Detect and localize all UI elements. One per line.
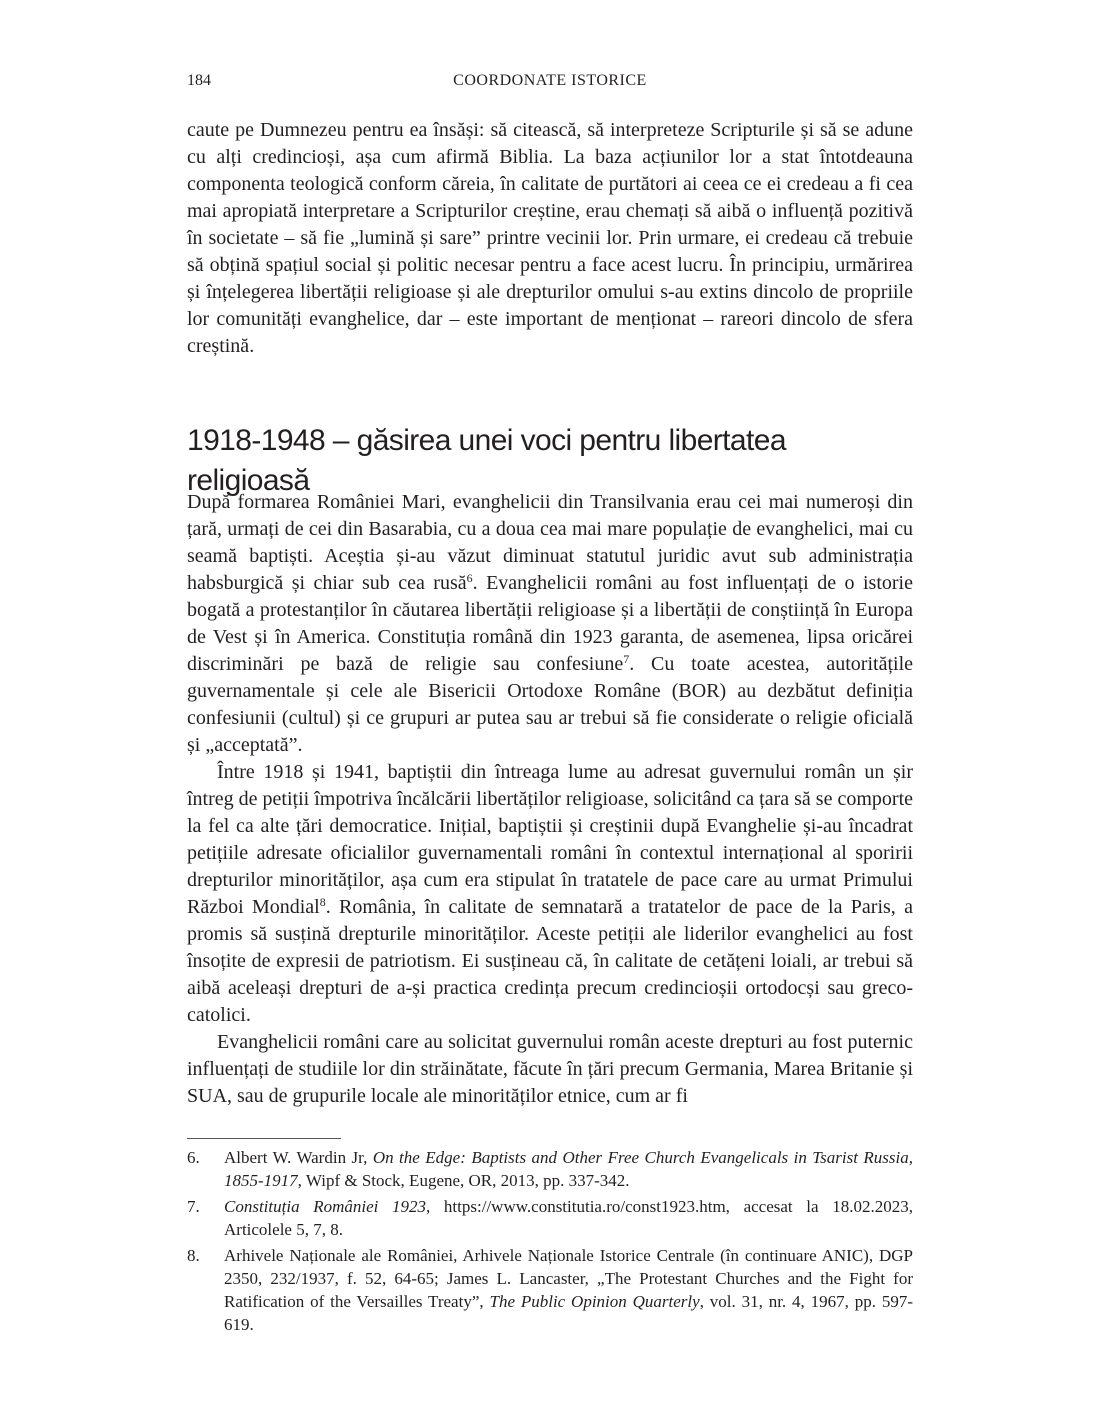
footnote-number: 8. xyxy=(187,1246,200,1265)
footnote-text xyxy=(224,1195,913,1241)
footnote-ref-7[interactable]: 7 xyxy=(623,652,630,666)
footnote-8 xyxy=(187,1244,913,1336)
footnote-7 xyxy=(187,1195,913,1241)
footnote-number: 7. xyxy=(187,1197,200,1216)
continuation-paragraph: caute pe Dumnezeu pentru ea însăși: să citească, să interpreteze Scripturile și să se adune cu alți credincioși, așa cum afirmă Biblia. La baza acțiunilor lor a stat întotdeauna componenta teologică conform căreia, în calitate de purtători ai ceea ce ei credeau a fi cea mai apropiată interpretare a Scripturilor creștine, erau chemați să aibă o influență pozitivă în societate – să fie „lumină și sare” printre vecinii lor. Prin urmare, ei credeau că trebuie să obțină spațiul social și politic necesar pentru a face acest lucru. În principiu, urmărirea și înțelegerea libertății religioase și ale drepturilor omului s-au extins dincolo de propriile lor comunități evanghelice, dar – este important de menționat – rareori dincolo de sfera creștină. xyxy=(187,119,913,357)
footnote-6 xyxy=(187,1146,913,1192)
footnote-publication: , Wipf & Stock, Eugene, OR, 2013, pp. 337-342. xyxy=(297,1171,630,1190)
paragraph-text: . România, în calitate de semnatară a tratatelor de pace de la Paris, a promis să susțină drepturile minorităților. Aceste petiții ale liderilor evanghelici au fost însoțite de expresii de patriotism. Ei susțineau că, în calitate de cetățeni loiali, ar trebui să aibă aceleași drepturi de a-și practica credința precum credincioșii ortodocși sau greco-catolici. xyxy=(187,896,913,1026)
footnote-publication: , https://www.constitutia.ro/const1923.htm, accesat la 18.02.2023, Articolele 5, 7, 8. xyxy=(224,1197,913,1239)
footnote-author: Arhivele Naționale ale României, Arhivele Naționale Istorice Centrale (în continuare ANIC), DGP 2350, 232/1937, f. 52, 64-65; James L. Lancaster, „The Protestant Churches and the Fight for Ratification of the Versailles Treaty”, xyxy=(224,1246,913,1311)
page-number: 184 xyxy=(187,72,211,89)
body-paragraph-2 xyxy=(187,759,913,1029)
footnote-publication: , vol. 31, nr. 4, 1967, pp. 597-619. xyxy=(224,1292,914,1334)
footnote-number: 6. xyxy=(187,1148,200,1167)
footnote-title: On the Edge: Baptists and Other Free Church Evangelicals in Tsarist Russia, 1855-1917 xyxy=(224,1148,914,1190)
running-header xyxy=(187,72,913,96)
footnote-ref-8[interactable]: 8 xyxy=(319,895,326,909)
footnote-title: The Public Opinion Quarterly xyxy=(489,1292,700,1311)
paragraph-text: Între 1918 și 1941, baptiștii din întreaga lume au adresat guvernului român un șir întreg de petiții împotriva încălcării libertăților religioase, solicitând ca țara să se comporte la fel ca alte țări democratice. Inițial, baptiștii și creștinii după Evanghelie și-au încadrat petițiile adresate oficialilor guvernamentali români în contextul internațional al sporirii drepturilor minorităților, așa cum era stipulat în tratatele de pace care au urmat Primului Război Mondial xyxy=(187,761,913,918)
paragraph-text: . Evanghelicii români au fost influențați de o istorie bogată a protestanților în căutarea libertății religioase și a libertății de conștiință în Europa de Vest și în America. Constituția română din 1923 garanta, de asemenea, lipsa oricărei discriminări pe bază de religie sau confesiune xyxy=(187,572,913,675)
section-heading: 1918-1948 – găsirea unei voci pentru libertatea religioasă xyxy=(187,424,786,497)
footnote-divider xyxy=(187,1138,341,1139)
footnotes-list xyxy=(187,1146,913,1339)
running-title: COORDONATE ISTORICE xyxy=(453,72,647,89)
paragraph-text: După formarea României Mari, evanghelicii din Transilvania erau cei mai numeroși din țară, urmați de cei din Basarabia, cu a doua cea mai mare populație de evanghelici, mai cu seamă baptiști. Aceștia și-au văzut diminuat statutul juridic avut sub administrația habsburgică și chiar sub cea rusă xyxy=(187,491,913,594)
footnote-text xyxy=(224,1146,913,1192)
footnote-author: Albert W. Wardin Jr, xyxy=(224,1148,373,1167)
body-paragraph-1 xyxy=(187,489,913,759)
footnote-ref-6[interactable]: 6 xyxy=(466,571,473,585)
paragraph-text: . Cu toate acestea, autoritățile guvernamentale și cele ale Bisericii Ortodoxe Române (BOR) au dezbătut definiția confesiunii (cultul) și ce grupuri ar putea sau ar trebui să fie considerate o religie oficială și „acceptată”. xyxy=(187,653,914,756)
body-paragraph-3: Evanghelicii români care au solicitat guvernului român aceste drepturi au fost puternic influențați de studiile lor din străinătate, făcute în țări precum Germania, Marea Britanie și SUA, sau de grupurile locale ale minorităților etnice, cum ar fi xyxy=(187,1031,913,1107)
footnote-text xyxy=(224,1244,913,1336)
footnote-title: Constituția României 1923 xyxy=(224,1197,427,1216)
